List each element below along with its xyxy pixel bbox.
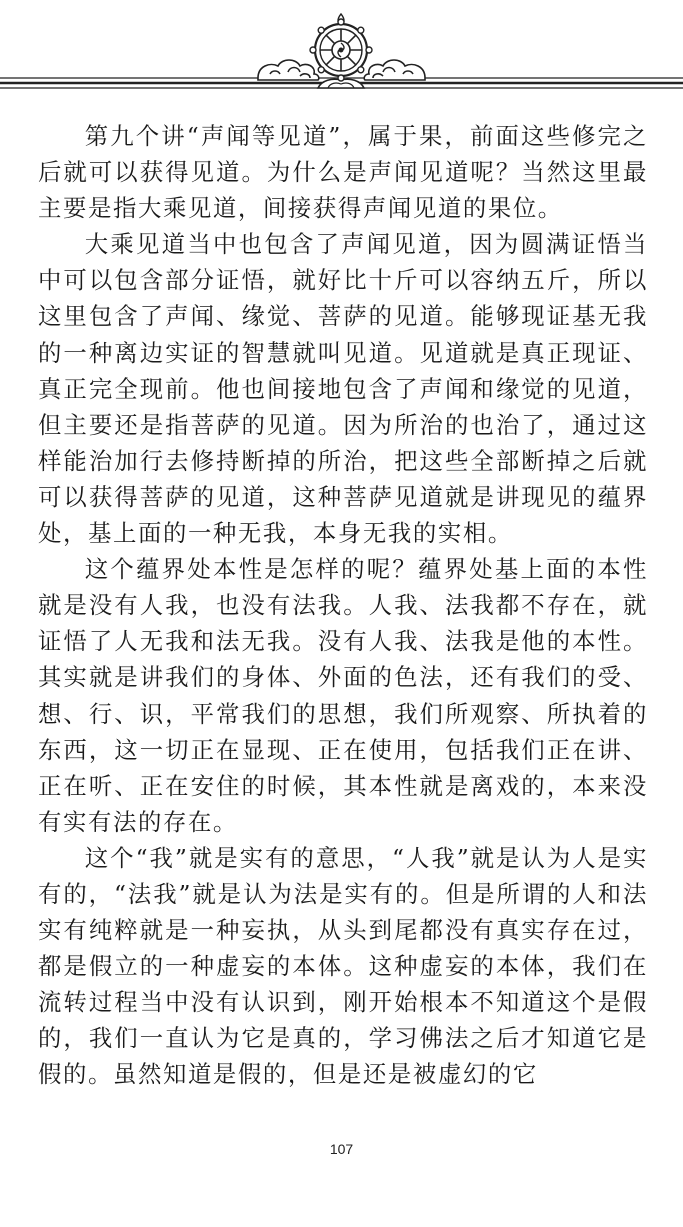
paragraph-2: 大乘见道当中也包含了声闻见道，因为圆满证悟当中可以包含部分证悟，就好比十斤可以容纳五斤，所以这里包含了声闻、缘觉、菩萨的见道。能够现证基无我的一种离边实证的智慧就叫见道。见道就是真正现证、真正完全现前。他也间接地包含了声闻和缘觉的见道，但主要还是指菩萨的见道。因为所治的也治了，通过这样能治加行去修持断掉的所治，把这些全部断掉之后就可以获得菩萨的见道，这种菩萨见道就是讲现见的蕴界处，基上面的一种无我，本身无我的实相。 (38, 230, 648, 548)
paragraph-1: 第九个讲“声闻等见道”，属于果，前面这些修完之后就可以获得见道。为什么是声闻见道呢？当然这里最主要是指大乘见道，间接获得声闻见道的果位。 (38, 122, 648, 223)
paragraph-3: 这个蕴界处本性是怎样的呢？蕴界处基上面的本性就是没有人我，也没有法我。人我、法我都不存在，就证悟了人无我和法无我。没有人我、法我是他的本性。其实就是讲我们的身体、外面的色法，还有我们的受、想、行、识，平常我们的思想，我们所观察、所执着的东西，这一切正在显现、正在使用，包括我们正在讲、正在听、正在安住的时候，其本性就是离戏的，本来没有实有法的存在。 (38, 555, 648, 836)
page-number: 107 (329, 1141, 354, 1157)
left-cloud-icon (258, 60, 319, 80)
page-body (38, 118, 648, 1093)
right-cloud-icon (364, 60, 425, 80)
paragraph-4: 这个“我”就是实有的意思，“人我”就是认为人是实有的，“法我”就是认为法是实有的。但是所谓的人和法实有纯粹就是一种妄执，从头到尾都没有真实存在过，都是假立的一种虚妄的本体。这种虚妄的本体，我们在流转过程当中没有认识到，刚开始根本不知道这个是假的，我们一直认为它是真的，学习佛法之后才知道它是假的。虽然知道是假的，但是还是被虚幻的它 (38, 843, 648, 1089)
page-header-ornament (0, 0, 683, 100)
